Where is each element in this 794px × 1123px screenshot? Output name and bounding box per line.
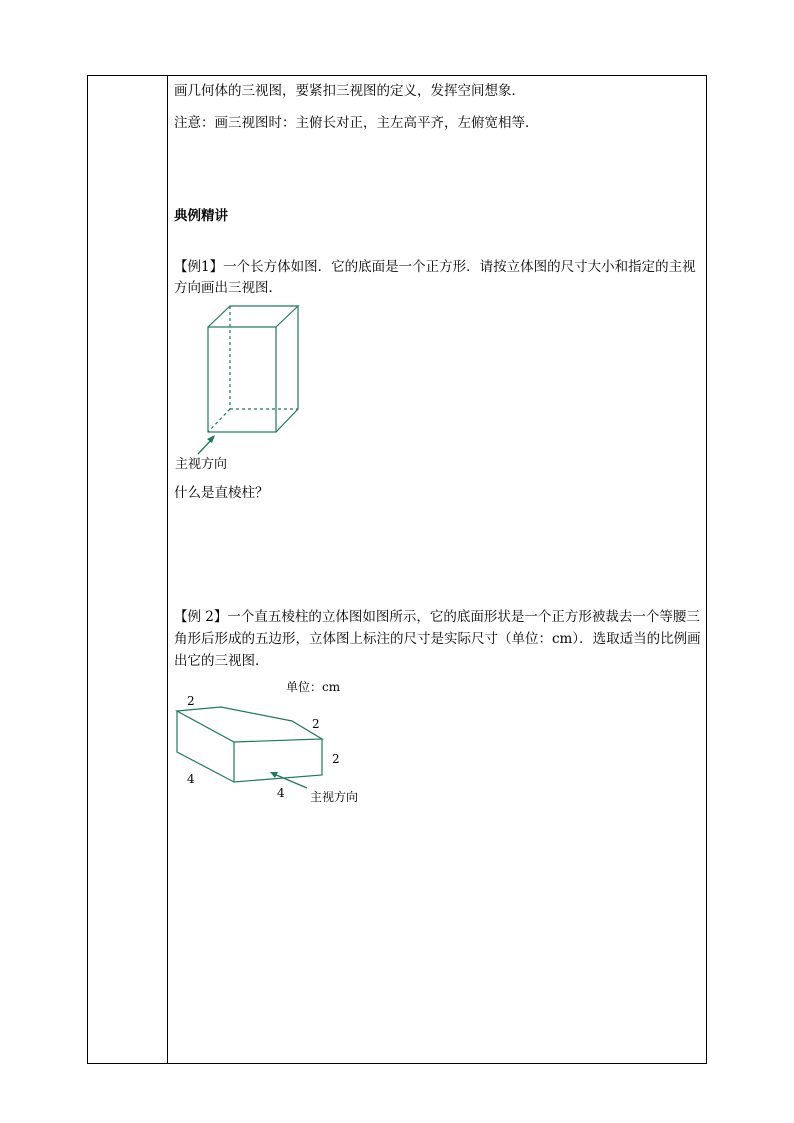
dim-bottom: 4 xyxy=(277,786,285,800)
intro-line: 画几何体的三视图，要紧扣三视图的定义，发挥空间想象． xyxy=(174,83,525,99)
example2-view-label: 主视方向 xyxy=(310,790,359,804)
dim-top-left: 2 xyxy=(187,694,195,708)
prism-right-edges xyxy=(276,306,298,432)
example1-view-label: 主视方向 xyxy=(175,457,228,472)
pentagon-top-face xyxy=(177,707,322,742)
dim-right: 2 xyxy=(332,752,340,766)
column-divider xyxy=(167,76,168,1063)
dim-top-right: 2 xyxy=(312,717,320,731)
arrow-head xyxy=(207,435,215,443)
unit-label: 单位：cm xyxy=(286,680,341,694)
prism-top-edges xyxy=(208,306,298,327)
question-text: 什么是直棱柱？ xyxy=(174,485,269,501)
prism-front-face xyxy=(208,327,276,432)
dim-left: 4 xyxy=(187,772,195,786)
left-face xyxy=(177,711,234,782)
example1-prism-figure xyxy=(170,300,310,480)
example1-text: 【例1】一个长方体如图．它的底面是一个正方形．请按立体图的尺寸大小和指定的主视方向画出三视图． xyxy=(174,259,696,296)
example2-text: 【例 2】一个直五棱柱的立体图如图所示，它的底面形状是一个正方形被裁去一个等腰三角形后形成的五边形，立体图上标注的尺寸是实际尺寸（单位：cm）．选取适当的比例画出它的三视图． xyxy=(174,609,701,669)
note-line: 注意：画三视图时：主俯长对正，主左高平齐，左俯宽相等． xyxy=(174,115,539,131)
prism-hidden-diagonal xyxy=(208,409,230,432)
section-title: 典例精讲 xyxy=(174,208,228,224)
